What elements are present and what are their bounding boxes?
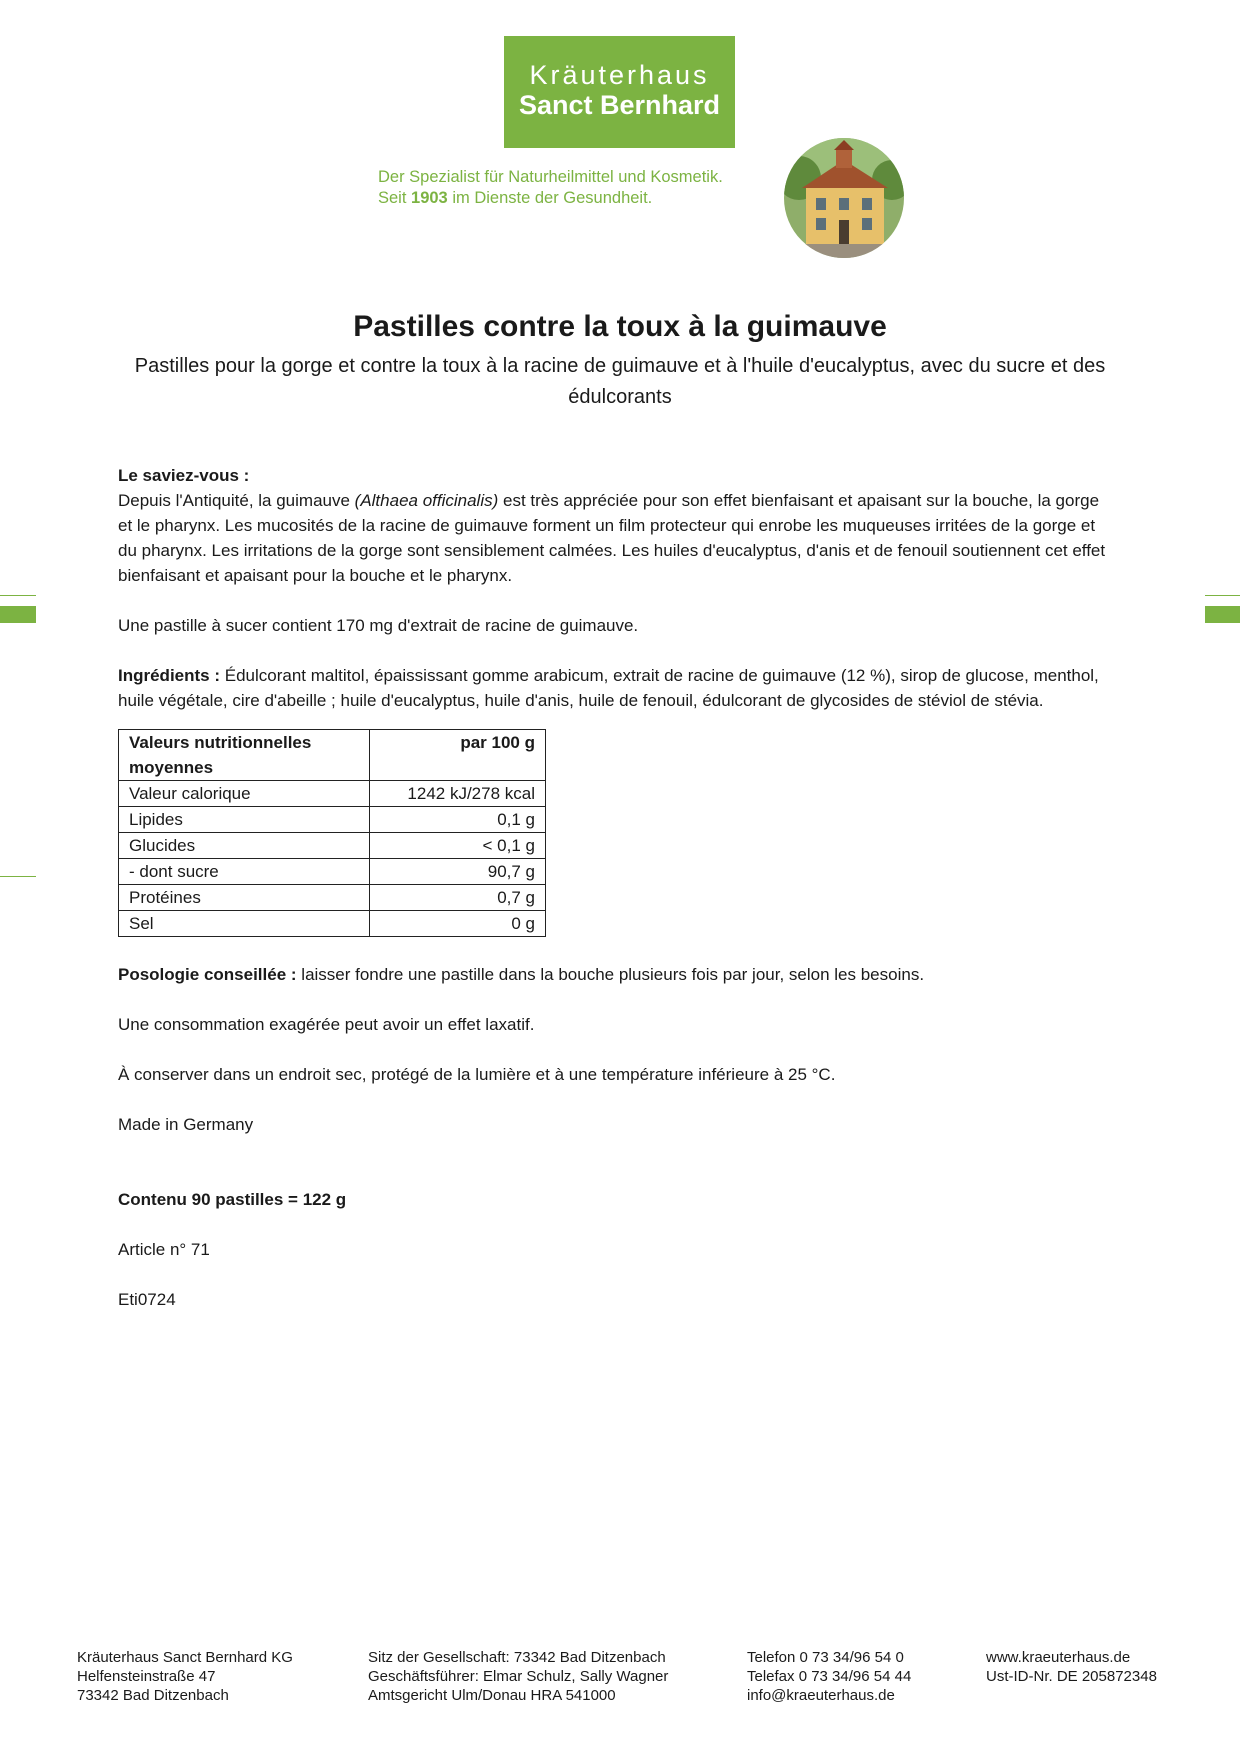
latin-name: (Althaea officinalis) xyxy=(354,491,499,510)
table-row xyxy=(119,885,546,911)
posologie-paragraph xyxy=(118,962,1108,987)
nutrient-value: < 0,1 g xyxy=(370,833,546,859)
footer-website[interactable]: www.kraeuterhaus.de xyxy=(986,1649,1131,1666)
footer-line: Amtsgericht Ulm/Donau HRA 541000 xyxy=(368,1687,616,1704)
contents-text xyxy=(118,1187,1108,1212)
nutrient-value: 1242 kJ/278 kcal xyxy=(370,781,546,807)
table-row xyxy=(119,859,546,885)
nutrient-value: 0 g xyxy=(370,911,546,937)
nutrient-value: 0,7 g xyxy=(370,885,546,911)
extract-paragraph: Une pastille à sucer contient 170 mg d'extrait de racine de guimauve. xyxy=(118,616,639,635)
page-title: Pastilles contre la toux à la guimauve xyxy=(353,310,887,343)
side-bar-left xyxy=(0,606,36,623)
nutrient-value: 90,7 g xyxy=(370,859,546,885)
side-line-left-top xyxy=(0,595,36,596)
footer-fax: Telefax 0 73 34/96 54 44 xyxy=(747,1668,912,1685)
footer-company xyxy=(77,1648,293,1705)
nutrient-name: Lipides xyxy=(119,807,370,833)
laxatif-warning: Une consommation exagérée peut avoir un effet laxatif. xyxy=(118,1015,535,1034)
logo-line-1: Kräuterhaus xyxy=(529,60,710,90)
footer-legal xyxy=(368,1648,668,1705)
footer-line: Kräuterhaus Sanct Bernhard KG xyxy=(77,1649,293,1666)
footer-phone: Telefon 0 73 34/96 54 0 xyxy=(747,1649,904,1666)
table-row xyxy=(119,781,546,807)
table-row xyxy=(119,833,546,859)
side-line-left-bottom xyxy=(0,876,36,877)
saviez-heading-text: Le saviez-vous : xyxy=(118,466,250,485)
nutrient-name: Protéines xyxy=(119,885,370,911)
origin-text: Made in Germany xyxy=(118,1115,254,1134)
side-line-right-top xyxy=(1205,595,1240,596)
nutrition-header-per: par 100 g xyxy=(370,730,546,781)
logo-line-2: Sanct Bernhard xyxy=(518,90,721,120)
ingredients-paragraph xyxy=(118,663,1108,713)
side-bar-right xyxy=(1205,606,1240,623)
nutrition-header-label: Valeurs nutritionnelles moyennes xyxy=(119,730,370,781)
footer-line: 73342 Bad Ditzenbach xyxy=(77,1687,229,1704)
house-illustration-icon xyxy=(784,138,904,258)
nutrient-name: - dont sucre xyxy=(119,859,370,885)
saviez-pre: Depuis l'Antiquité, la guimauve xyxy=(118,491,355,510)
ingredients-label: Ingrédients : xyxy=(118,666,221,685)
nutrient-name: Valeur calorique xyxy=(119,781,370,807)
table-row xyxy=(119,807,546,833)
main-content xyxy=(118,463,1108,1312)
tagline-pre: Seit xyxy=(378,189,412,207)
nutrient-name: Glucides xyxy=(119,833,370,859)
footer-line: Sitz der Gesellschaft: 73342 Bad Ditzenbach xyxy=(368,1649,666,1666)
tagline-post: im Dienste der Gesundheit. xyxy=(447,189,653,207)
posologie-label: Posologie conseillée : xyxy=(118,965,297,984)
brand-logo xyxy=(504,36,735,148)
page-subtitle: Pastilles pour la gorge et contre la toux à la racine de guimauve et à l'huile d'eucalyptus, avec du sucre et des édulcorants xyxy=(134,355,1106,408)
footer-vat: Ust-ID-Nr. DE 205872348 xyxy=(986,1668,1157,1685)
footer-web xyxy=(986,1648,1157,1686)
nutrition-table xyxy=(118,729,546,937)
label-code: Eti0724 xyxy=(118,1290,176,1309)
posologie-text: laisser fondre une pastille dans la bouche plusieurs fois par jour, selon les besoins. xyxy=(296,965,925,984)
nutrient-name: Sel xyxy=(119,911,370,937)
contents-bold: Contenu 90 pastilles = 122 g xyxy=(118,1190,347,1209)
saviez-post: est très appréciée pour son effet bienfaisant et apaisant sur la bouche, la gorge et le pharynx. Les mucosités de la racine de guimauve forment un film protecteur qui enrobe les muqueuses irritées de la gorge et du pharynx. Les irritations de la gorge sont sensiblement calmées. Les huiles d'eucalyptus, d'anis et de fenouil soutiennent cet effet bienfaisant et apaisant pour la bouche et le pharynx. xyxy=(118,491,1106,585)
nutrient-value: 0,1 g xyxy=(370,807,546,833)
saviez-paragraph xyxy=(118,488,1108,588)
nutrition-header-row xyxy=(119,730,546,781)
ingredients-text: Édulcorant maltitol, épaississant gomme arabicum, extrait de racine de guimauve (12 %), sirop de glucose, menthol, huile végétale, cire d'abeille ; huile d'eucalyptus, huile d'anis, huile de fenouil, édulcorant de glycosides de stéviol de stévia. xyxy=(118,666,1099,710)
storage-instructions: À conserver dans un endroit sec, protégé de la lumière et à une température inférieure à 25 °C. xyxy=(118,1065,836,1084)
saviez-heading xyxy=(118,463,1108,488)
footer-email[interactable]: info@kraeuterhaus.de xyxy=(747,1687,895,1704)
house-photo xyxy=(784,138,904,258)
tagline-line-2 xyxy=(378,188,778,209)
tagline-year: 1903 xyxy=(411,189,448,207)
footer-contact xyxy=(747,1648,911,1705)
tagline xyxy=(378,167,778,209)
tagline-line-1: Der Spezialist für Naturheilmittel und Kosmetik. xyxy=(378,168,723,186)
footer-line: Geschäftsführer: Elmar Schulz, Sally Wagner xyxy=(368,1668,669,1685)
article-number: Article n° 71 xyxy=(118,1240,210,1259)
footer-line: Helfensteinstraße 47 xyxy=(77,1668,216,1685)
table-row xyxy=(119,911,546,937)
